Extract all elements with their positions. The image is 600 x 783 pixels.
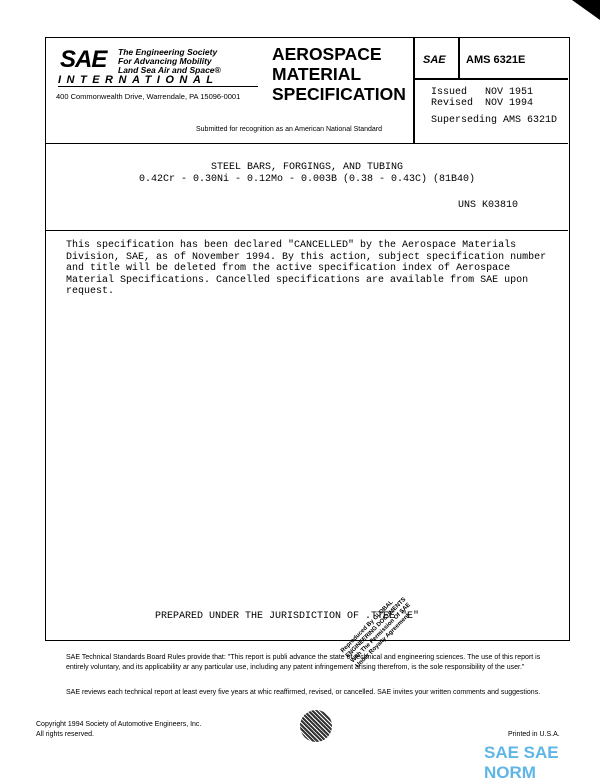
title-line: MATERIAL xyxy=(272,64,362,84)
divider xyxy=(458,38,460,78)
sae-norm-watermark: SAE SAE NORM xyxy=(484,743,559,782)
divider xyxy=(413,38,415,144)
rules-text: SAE Technical Standards Board Rules provide that: "This report is publi advance the state of technical and engineering sciences. The use of this report is entirely voluntary, and its applicability ar any particular use, including any patent infringement arising therefrom, is the sole responsibility of the user." xyxy=(66,654,541,671)
title-line-2: 0.42Cr - 0.30Ni - 0.12Mo - 0.003B (0.38 - 0.43C) (81B40) xyxy=(138,174,476,185)
society-line: Land Sea Air and Space® xyxy=(118,65,221,75)
dates xyxy=(431,87,533,109)
issued-date: Issued NOV 1951 xyxy=(431,87,534,98)
uns-number: UNS K03810 xyxy=(457,200,518,211)
address: 400 Commonwealth Drive, Warrendale, PA 15096-0001 xyxy=(56,92,241,101)
title-line: SPECIFICATION xyxy=(272,84,406,104)
globe-stamp-icon xyxy=(300,710,332,742)
spec-code: AMS 6321E xyxy=(466,54,526,66)
title-line-1: STEEL BARS, FORGINGS, AND TUBING xyxy=(210,162,404,173)
logo-text: SAE xyxy=(60,46,107,73)
title-line: AEROSPACE xyxy=(272,44,382,64)
reviews-text: SAE reviews each technical report at least every five years at whic reaffirmed, revised, or cancelled. SAE invites your written comments and suggestions. xyxy=(66,689,541,696)
society-text xyxy=(118,48,221,75)
doc-type-title xyxy=(272,44,406,104)
corner-marker xyxy=(572,0,600,20)
reproduction-stamp: Reproduced By GLOBAL ENGINEERING DOCUMENTS With The Permission Of SAE Under Royalty Agreement xyxy=(340,596,412,670)
revised-date: Revised NOV 1994 xyxy=(431,98,534,109)
copyright xyxy=(36,720,201,739)
printed-in: Printed in U.S.A. xyxy=(508,731,560,738)
submitted-note: Submitted for recognition as an American National Standard xyxy=(196,126,382,133)
copyright-line: Copyright 1994 Society of Automotive Engineers, Inc. xyxy=(36,721,202,728)
cancellation-notice: This specification has been declared "CANCELLED" by the Aerospace Materials Division, SAE, as of November 1994. By this action, subject specification number and title will be deleted from the active specification index of Aerospace Material Specifications. Cancelled specifications are available from SAE upon request. xyxy=(66,240,547,297)
header xyxy=(46,38,568,144)
document-frame xyxy=(45,37,570,641)
rights-line: All rights reserved. xyxy=(36,730,94,738)
international-text: INTERNATIONAL xyxy=(58,74,258,87)
society-line: The Engineering Society xyxy=(118,47,218,57)
society-line: For Advancing Mobility xyxy=(118,56,212,66)
prepared-under: PREPARED UNDER THE JURISDICTION OF .TTEE "E" xyxy=(155,611,420,622)
divider xyxy=(413,78,568,80)
spec-title xyxy=(46,144,568,231)
small-sae-logo: SAE xyxy=(423,54,446,66)
superseding: Superseding AMS 6321D xyxy=(431,115,558,126)
